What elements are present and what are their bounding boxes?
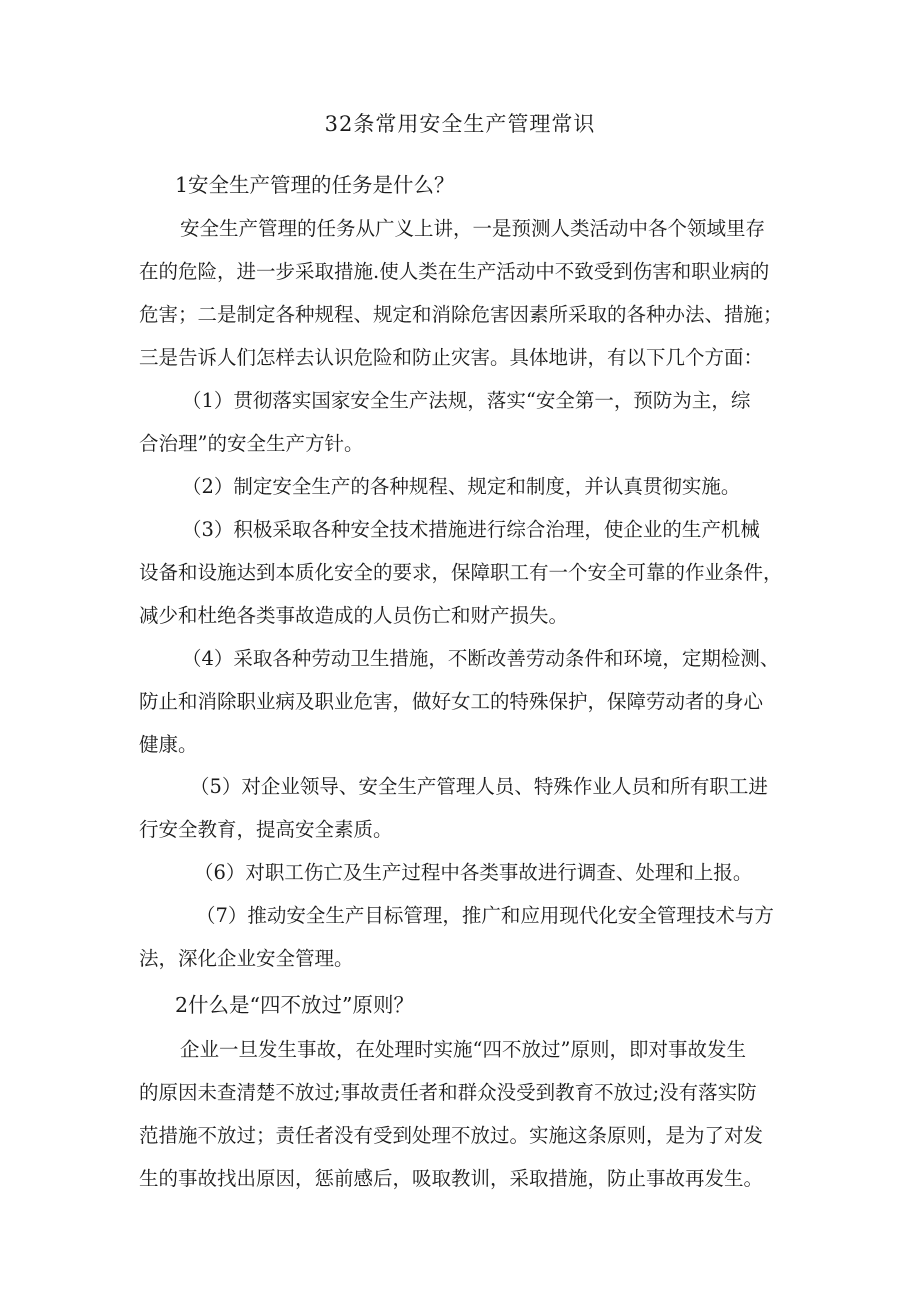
list-item-line: （3）积极采取各种安全技术措施进行综合治理，使企业的生产机械	[182, 518, 760, 541]
document-title: 32条常用安全生产管理常识	[324, 112, 596, 136]
paragraph-line: 企业一旦发生事故，在处理时实施“四不放过”原则，即对事故发生	[180, 1038, 746, 1061]
paragraph-line: 生的事故找出原因，惩前感后，吸取教训，采取措施，防止事故再发生。	[139, 1167, 764, 1190]
list-item-line: （4）采取各种劳动卫生措施，不断改善劳动条件和环境，定期检测、	[182, 647, 780, 670]
list-item-line: （5）对企业领导、安全生产管理人员、特殊作业人员和所有职工进	[190, 775, 768, 798]
list-item-line: 行安全教育，提高安全素质。	[139, 818, 393, 841]
list-item-line: 防止和消除职业病及职业危害，做好女工的特殊保护，保障劳动者的身心	[139, 690, 764, 713]
paragraph-line: 危害；二是制定各种规程、规定和消除危害因素所采取的各种办法、措施；	[139, 303, 783, 326]
section-heading: 1安全生产管理的任务是什么？	[175, 173, 455, 197]
list-item-line: 合治理”的安全生产方针。	[139, 432, 364, 455]
section-heading: 2什么是“四不放过”原则？	[175, 993, 415, 1017]
paragraph-line: 三是告诉人们怎样去认识危险和防止灾害。具体地讲，有以下几个方面：	[139, 346, 764, 369]
list-item-line: 设备和设施达到本质化安全的要求，保障职工有一个安全可靠的作业条件，	[139, 561, 783, 584]
paragraph-line: 范措施不放过；责任者没有受到处理不放过。实施这条原则，是为了对发	[139, 1124, 764, 1147]
list-item-line: 健康。	[139, 733, 198, 756]
paragraph-line: 的原因未查清楚不放过;事故责任者和群众没受到教育不放过;没有落实防	[139, 1081, 757, 1104]
list-item-line: （1）贯彻落实国家安全生产法规，落实“安全第一，预防为主，综	[182, 389, 751, 412]
list-item-line: 减少和杜绝各类事故造成的人员伤亡和财产损失。	[139, 604, 569, 627]
list-item-line: 法，深化企业安全管理。	[139, 947, 354, 970]
list-item-line: （6）对职工伤亡及生产过程中各类事故进行调查、处理和上报。	[194, 861, 753, 884]
paragraph-line: 在的危险，进一步采取措施.使人类在生产活动中不致受到伤害和职业病的	[139, 260, 770, 283]
list-item-line: （2）制定安全生产的各种规程、规定和制度，并认真贯彻实施。	[182, 475, 741, 498]
paragraph-line: 安全生产管理的任务从广义上讲，一是预测人类活动中各个领域里存	[180, 217, 766, 240]
list-item-line: （7）推动安全生产目标管理，推广和应用现代化安全管理技术与方	[196, 904, 774, 927]
